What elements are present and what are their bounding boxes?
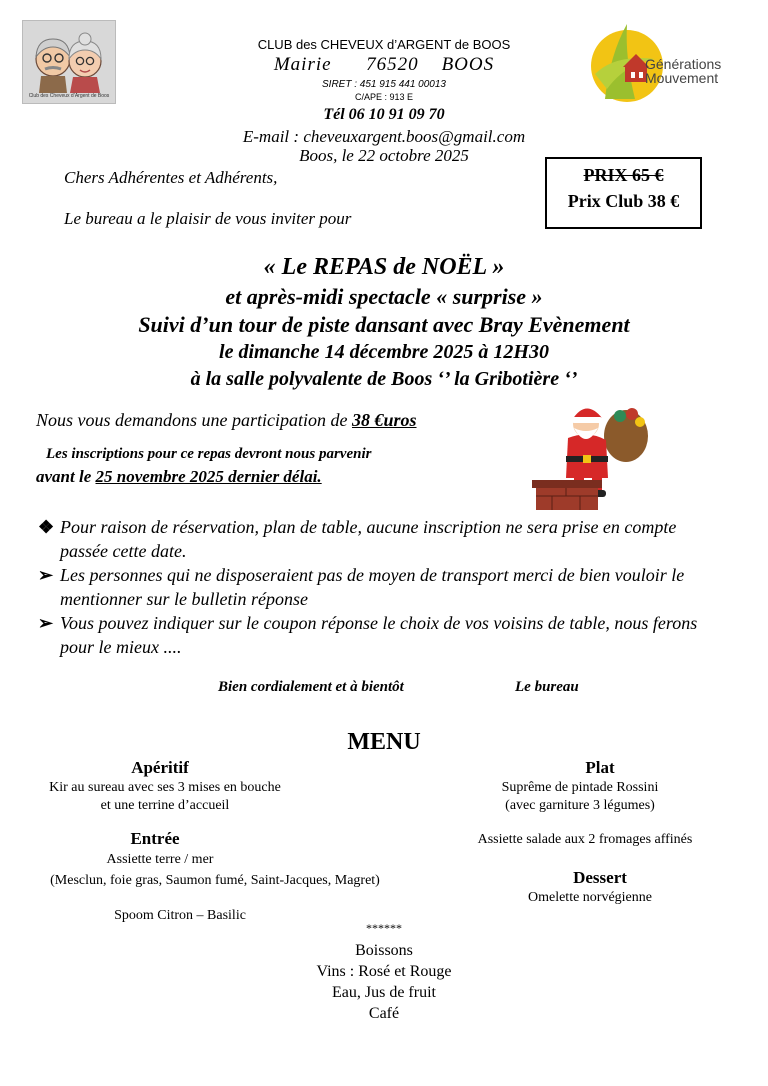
plat-line1: Suprême de pintade Rossini — [501, 780, 659, 795]
intro-text: Le bureau a le plaisir de vous inviter pour — [64, 209, 352, 228]
old-price: PRIX 65 € — [583, 165, 664, 185]
entree-line1: Assiette terre / mer — [106, 852, 214, 867]
list-item — [38, 515, 718, 563]
participation — [36, 410, 417, 431]
deadline-prefix: avant le — [36, 467, 96, 486]
mairie-address — [0, 54, 768, 76]
email: E-mail : cheveuxargent.boos@gmail.com — [242, 127, 526, 146]
list-item-text: Pour raison de réservation, plan de table, aucune inscription ne sera prise en compte passée cette date. — [60, 517, 677, 561]
list-item-text: Les personnes qui ne disposeraient pas de moyen de transport merci de bien vouloir le mentionner sur le bulletin réponse — [60, 565, 685, 609]
participation-amount: 38 €uros — [351, 410, 417, 430]
aperitif-line2: et une terrine d’accueil — [100, 798, 230, 813]
spoom: Spoom Citron – Basilic — [114, 908, 246, 923]
salade: Assiette salade aux 2 fromages affinés — [477, 832, 693, 847]
drinks-line: Café — [368, 1005, 400, 1022]
arrow-bullet-icon: ➢ — [38, 565, 54, 585]
entree-line2: (Mesclun, foie gras, Saumon fumé, Saint-Jacques, Magret) — [50, 873, 380, 888]
drinks-line: Eau, Jus de fruit — [332, 984, 436, 1001]
menu-title: MENU — [347, 729, 421, 755]
club-price: Prix Club 38 € — [567, 191, 680, 211]
inscription-deadline — [36, 467, 322, 487]
menu-separator: ****** — [366, 921, 402, 935]
participation-text: Nous vous demandons une participation de — [36, 410, 352, 430]
plat-heading: Plat — [585, 758, 615, 777]
conditions-list — [38, 515, 718, 659]
greeting: Chers Adhérentes et Adhérents, — [64, 168, 278, 187]
event-subtitle: et après-midi spectacle « surprise » — [225, 284, 543, 309]
siret: SIRET : 451 915 441 00013 — [322, 79, 446, 90]
generations-logo-text: Générations Mouvement — [645, 56, 722, 86]
postal-code: 76520 — [366, 54, 419, 75]
dessert-heading: Dessert — [573, 868, 627, 887]
phone: Tél 06 10 91 09 70 — [323, 106, 445, 123]
ape-code: C/APE : 913 E — [354, 92, 414, 102]
dessert-line1: Omelette norvégienne — [527, 890, 652, 905]
santa-icon — [528, 398, 658, 510]
drinks-line: Vins : Rosé et Rouge — [316, 963, 452, 980]
city-name: BOOS — [441, 54, 495, 75]
aperitif-line1: Kir au sureau avec ses 3 mises en bouche — [49, 780, 281, 795]
event-date: le dimanche 14 décembre 2025 à 12H30 — [219, 341, 549, 363]
aperitif-heading: Apéritif — [131, 758, 189, 777]
plat-line2: (avec garniture 3 légumes) — [505, 798, 655, 813]
letter-date: Boos, le 22 octobre 2025 — [299, 146, 469, 165]
deadline-date: 25 novembre 2025 dernier délai. — [95, 467, 322, 486]
entree-heading: Entrée — [130, 829, 180, 848]
drinks-line: Boissons — [355, 942, 413, 959]
closing-regards: Bien cordialement et à bientôt — [218, 679, 404, 695]
list-item-text: Vous pouvez indiquer sur le coupon réponse le choix de vos voisins de table, nous ferons pour le mieux .... — [60, 613, 698, 657]
inscription-notice: Les inscriptions pour ce repas devront nous parvenir — [46, 446, 372, 462]
list-item — [38, 611, 718, 659]
list-item — [38, 563, 718, 611]
closing-signature: Le bureau — [515, 679, 579, 695]
mairie-label: Mairie — [273, 54, 332, 75]
event-venue: à la salle polyvalente de Boos ‘’ la Gribotière ‘’ — [190, 368, 578, 390]
santa-illustration — [528, 398, 658, 510]
price-box — [545, 157, 702, 229]
club-logo-caption: Club des Cheveux d’Argent de Boos — [28, 93, 110, 99]
club-name: CLUB des CHEVEUX d’ARGENT de BOOS — [257, 37, 511, 52]
event-title: « Le REPAS de NOËL » — [263, 254, 505, 280]
arrow-bullet-icon: ➢ — [38, 613, 54, 633]
event-dance: Suivi d’un tour de piste dansant avec Bray Evènement — [138, 312, 630, 337]
diamond-bullet-icon: ❖ — [38, 517, 55, 537]
